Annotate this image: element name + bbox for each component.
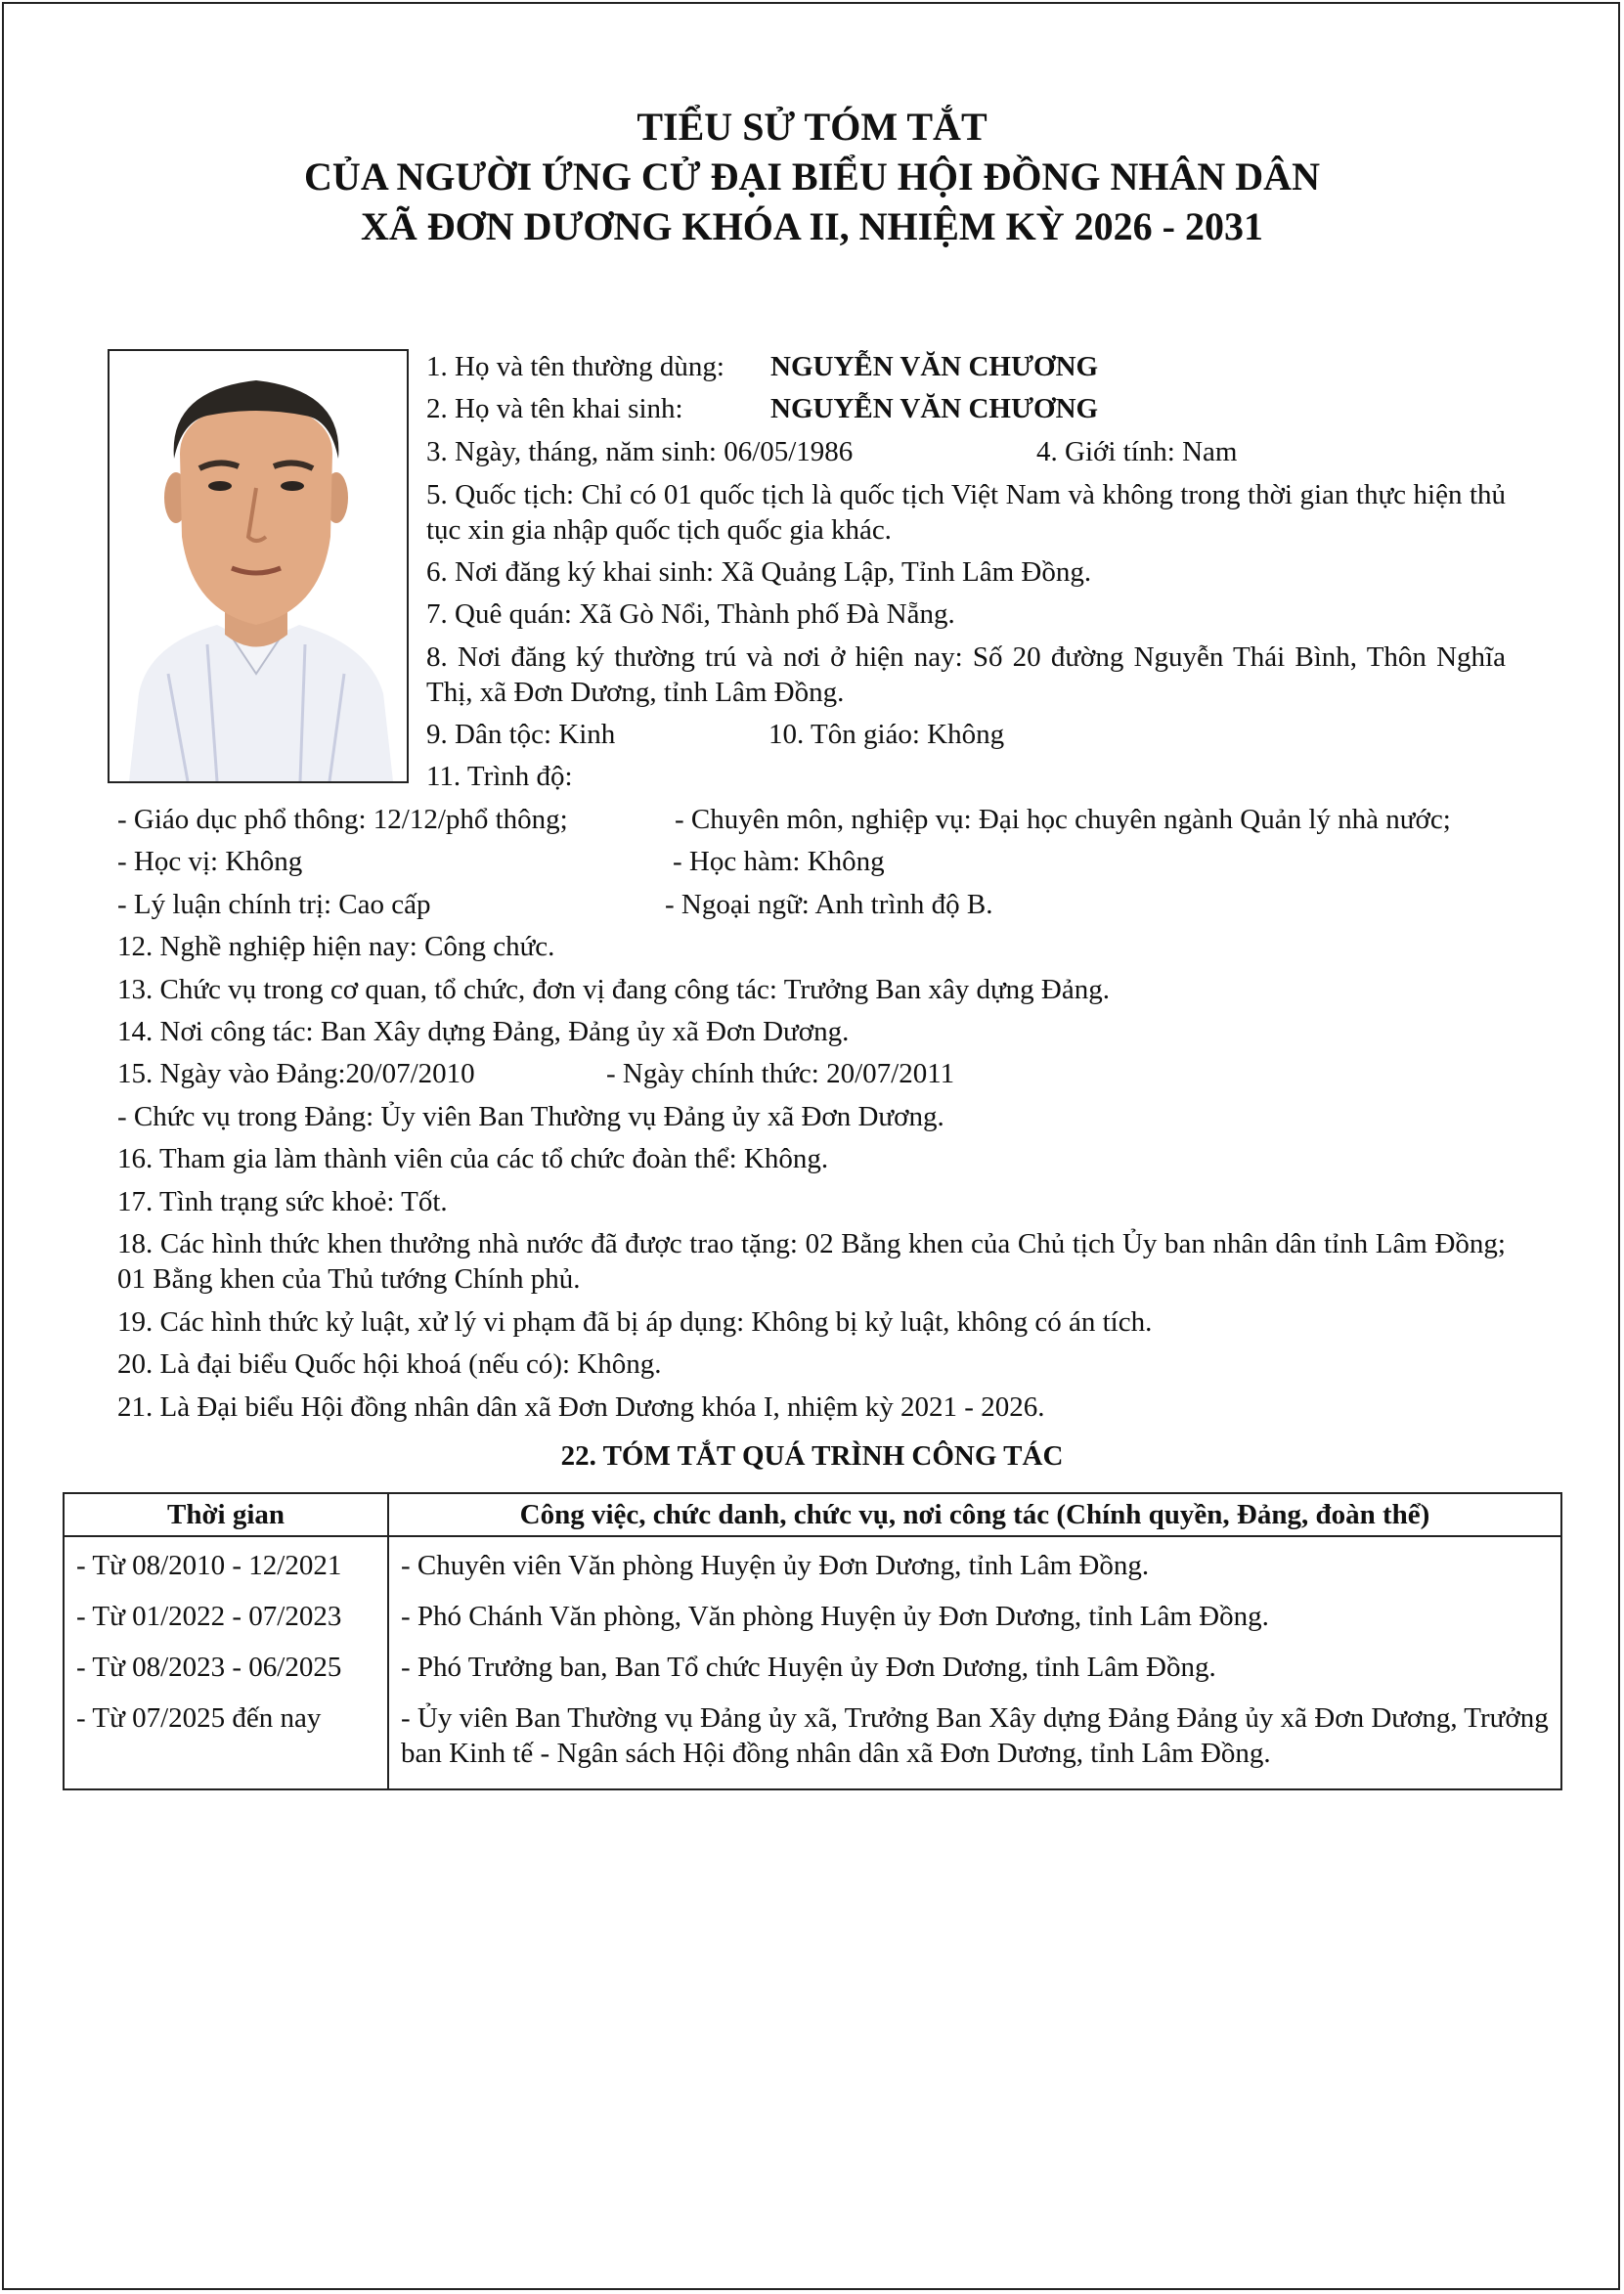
national-assembly-membership: 20. Là đại biểu Quốc hội khoá (nếu có): Không. <box>117 1348 662 1380</box>
religion: 10. Tôn giáo: Không <box>768 719 1005 750</box>
document-title: TIỂU SỬ TÓM TẮT <box>636 105 988 149</box>
column-header-description: Công việc, chức danh, chức vụ, nơi công tác (Chính quyền, Đảng, đoàn thể) <box>388 1493 1561 1536</box>
council-membership: 21. Là Đại biểu Hội đồng nhân dân xã Đơn Dương khóa I, nhiệm kỳ 2021 - 2026. <box>117 1391 1045 1423</box>
hometown: 7. Quê quán: Xã Gò Nổi, Thành phố Đà Nẵng. <box>426 598 955 630</box>
column-header-time: Thời gian <box>64 1493 388 1536</box>
work-history-title: 22. TÓM TẮT QUÁ TRÌNH CÔNG TÁC <box>560 1440 1064 1472</box>
occupation: 12. Nghề nghiệp hiện nay: Công chức. <box>117 931 555 962</box>
political-theory: - Lý luận chính trị: Cao cấp <box>117 889 431 920</box>
birth-date: 3. Ngày, tháng, năm sinh: 06/05/1986 <box>426 436 854 467</box>
party-position: - Chức vụ trong Đảng: Ủy viên Ban Thường vụ Đảng ủy xã Đơn Dương. <box>117 1101 944 1132</box>
birth-registration-place: 6. Nơi đăng ký khai sinh: Xã Quảng Lập, Tỉnh Lâm Đồng. <box>426 556 1092 588</box>
table-row <box>64 1588 1561 1639</box>
table-row <box>64 1690 1561 1789</box>
portrait-photo <box>108 349 409 783</box>
row-time: - Từ 08/2023 - 06/2025 <box>64 1639 388 1690</box>
health-status: 17. Tình trạng sức khoẻ: Tốt. <box>117 1186 448 1217</box>
general-education: - Giáo dục phổ thông: 12/12/phổ thông; <box>117 804 568 835</box>
row-time: - Từ 08/2010 - 12/2021 <box>64 1536 388 1588</box>
table-row <box>64 1639 1561 1690</box>
party-official-date: - Ngày chính thức: 20/07/2011 <box>606 1058 955 1089</box>
document-subtitle: CỦA NGƯỜI ỨNG CỬ ĐẠI BIỂU HỘI ĐỒNG NHÂN DÂN <box>304 154 1320 199</box>
birth-name-value: NGUYỄN VĂN CHƯƠNG <box>770 393 1099 424</box>
awards: 18. Các hình thức khen thưởng nhà nước đã được trao tặng: 02 Bằng khen của Chủ tịch Ủy ban nhân dân tỉnh Lâm Đồng; 01 Bằng khen của Thủ tướng Chính phủ. <box>117 1228 1506 1295</box>
residence: 8. Nơi đăng ký thường trú và nơi ở hiện nay: Số 20 đường Nguyễn Thái Bình, Thôn Nghĩa Thị, xã Đơn Dương, tỉnh Lâm Đồng. <box>426 641 1506 708</box>
table-row <box>64 1536 1561 1588</box>
table-header-row <box>64 1493 1561 1536</box>
row-description: - Phó Chánh Văn phòng, Văn phòng Huyện ủy Đơn Dương, tỉnh Lâm Đồng. <box>388 1588 1561 1639</box>
portrait-illustration <box>110 351 407 781</box>
nationality: 5. Quốc tịch: Chỉ có 01 quốc tịch là quốc tịch Việt Nam và không trong thời gian thực hiện thủ tục xin gia nhập quốc tịch quốc gia khác. <box>426 479 1506 546</box>
row-description: - Ủy viên Ban Thường vụ Đảng ủy xã, Trưởng Ban Xây dựng Đảng Đảng ủy xã Đơn Dương, Trưởng ban Kinh tế - Ngân sách Hội đồng nhân dân xã Đơn Dương, tỉnh Lâm Đồng. <box>388 1690 1561 1789</box>
professional-training: - Chuyên môn, nghiệp vụ: Đại học chuyên ngành Quản lý nhà nước; <box>675 804 1451 835</box>
ethnicity: 9. Dân tộc: Kinh <box>426 719 616 750</box>
document-term: XÃ ĐƠN DƯƠNG KHÓA II, NHIỆM KỲ 2026 - 2031 <box>361 204 1263 248</box>
row-time: - Từ 01/2022 - 07/2023 <box>64 1588 388 1639</box>
academic-degree: - Học vị: Không <box>117 846 303 877</box>
row-description: - Phó Trưởng ban, Ban Tổ chức Huyện ủy Đơn Dương, tỉnh Lâm Đồng. <box>388 1639 1561 1690</box>
workplace: 14. Nơi công tác: Ban Xây dựng Đảng, Đảng ủy xã Đơn Dương. <box>117 1016 850 1047</box>
full-name-value: NGUYỄN VĂN CHƯƠNG <box>770 351 1099 382</box>
current-position: 13. Chức vụ trong cơ quan, tổ chức, đơn vị đang công tác: Trưởng Ban xây dựng Đảng. <box>117 974 1110 1005</box>
qualification-heading: 11. Trình độ: <box>426 761 573 792</box>
work-history-table <box>63 1492 1562 1790</box>
foreign-language: - Ngoại ngữ: Anh trình độ B. <box>665 889 993 920</box>
mass-organizations: 16. Tham gia làm thành viên của các tổ chức đoàn thể: Không. <box>117 1143 829 1174</box>
party-join-date: 15. Ngày vào Đảng:20/07/2010 <box>117 1058 475 1089</box>
full-name-label: 1. Họ và tên thường dùng: <box>426 351 724 382</box>
academic-title: - Học hàm: Không <box>673 846 885 877</box>
row-time: - Từ 07/2025 đến nay <box>64 1690 388 1789</box>
row-description: - Chuyên viên Văn phòng Huyện ủy Đơn Dương, tỉnh Lâm Đồng. <box>388 1536 1561 1588</box>
gender: 4. Giới tính: Nam <box>1036 436 1238 467</box>
birth-name-label: 2. Họ và tên khai sinh: <box>426 393 683 424</box>
disciplinary-record: 19. Các hình thức kỷ luật, xử lý vi phạm đã bị áp dụng: Không bị kỷ luật, không có án tích. <box>117 1306 1153 1338</box>
